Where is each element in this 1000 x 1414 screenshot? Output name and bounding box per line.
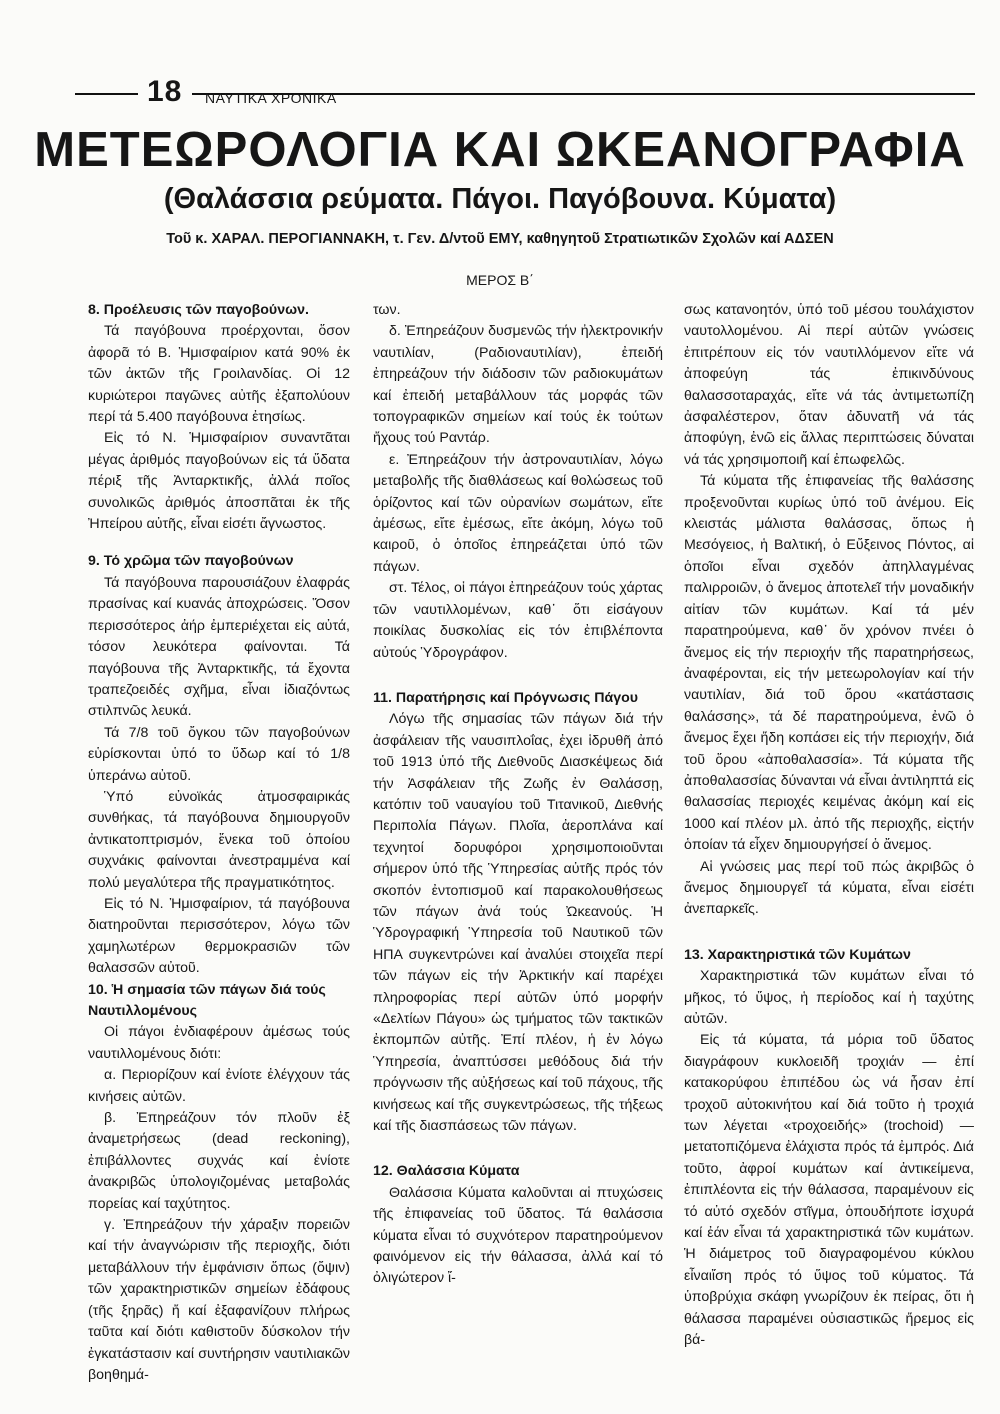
section-9-heading: 9. Τό χρῶμα τῶν παγοβούνων [88,553,294,570]
paragraph: Χαρακτηριστικά τῶν κυμάτων εἶναι τό μῆκος, τό ὕψος, ἡ περίοδος καί ἡ ταχύτης αὐτῶν. [684,968,974,1027]
paragraph: Οἱ πάγοι ἐνδιαφέρουν ἀμέσως τούς ναυτιλλομένους διότι: [88,1024,350,1062]
paragraph: Θαλάσσια Κύματα καλοῦνται αἱ πτυχώσεις τῆς ἐπιφανείας τοῦ ὕδατος. Τά θαλάσσια κύματα εἶναι τό συχνότερον παρατηρούμενον φαινόμενον εἰς τήν θάλασσα, ἀλλά καί τό ὀλιγώτερον ἴ- [373,1184,663,1287]
list-item: ε. Ἐπηρεάζουν τήν ἀστροναυτιλίαν, λόγω μεταβολῆς τῆς διαθλάσεως καί θολώσεως τοῦ ὁρίζοντος καί τῶν οὐρανίων σωμάτων, εἴτε ἀμέσως, εἴτε ἐμέσως, εἴτε ἀκόμη, λόγω τοῦ καιροῦ, ὁ ὁποῖος ἐπηρεάζεται ὑπό τῶν πάγων. [373,451,663,575]
publication-name: ΝΑΥΤΙΚΑ ΧΡΟΝΙΚΑ [205,90,337,106]
paragraph: των. [373,302,401,318]
section-13-heading: 13. Χαρακτηριστικά τῶν Κυμάτων [684,946,911,963]
paragraph: Τά κύματα τῆς ἐπιφανείας τῆς θαλάσσης προξενοῦνται κυρίως ὑπό τοῦ ἀνέμου. Εἰς κλειστάς μάλιστα θαλάσσας, ὅπως ἡ Μεσόγειος, ἡ Βαλτική, ὁ Εὔξεινος Πόντος, αἱ ὁποῖοι εἶναι σχεδόν ἀπηλλαγμένας παλιρροιῶν, ὁ ἄνεμος ἀποτελεῖ τήν μοναδικήν αἰτίαν τῶν κυμάτων. Καί τά μέν παρατηρούμενα, καθ᾿ ὅν χρόνον πνέει ὁ ἄνεμος εἰς τήν περιοχήν τῆς παρατηρήσεως, ἀναφέρονται, εἰς τήν μετεωρολογίαν καί τήν ναυτιλίαν, διά τοῦ ὅρου «κατάστασις θαλάσσης», τά δέ παρατηρούμενα, ἐνῶ ὁ ἄνεμος ἔχει ἤδη κοπάσει εἰς τήν περιοχήν, διά τοῦ ὅρου «ἀποθαλασσία». Τά κύματα τῆς ἀποθαλασσίας δύνανται νά εἶναι ἀντιληπτά εἰς θαλασσίας περιοχές κειμένας ἀκόμη καί εἰς 1000 καί πλέον μλ. ἀπό τῆς περιοχῆς, εἰςτήν ὁποίαν τά εἶχεν δημιουργήσεί ὁ ἄνεμος. [684,473,974,854]
list-item: δ. Ἐπηρεάζουν δυσμενῶς τήν ἠλεκτρονικήν ναυτιλίαν, (Ραδιοναυτιλίαν), ἐπειδή ἐπηρεάζουν τήν διάδοσιν τῶν ραδιοκυμάτων καί ἐπειδή μεταβάλλουν τάς μορφάς τῶν τοπογραφικῶν σημείων καί τούς ἐκ τούτων ἤχους τού Ραντάρ. [373,323,663,447]
paragraph: Αἱ γνώσεις μας περί τοῦ πώς ἀκριβῶς ὁ ἄνεμος δημιουργεῖ τά κύματα, εἶναι εἰσέτι ἀνεπαρκεῖς. [684,858,974,918]
column-3 [684,300,974,1352]
list-item: γ. Ἐπηρεάζουν τήν χάραξιν πορειῶν καί τήν ἀναγνώρισιν τῆς περιοχῆς, διότι μεταβάλλουν τήν ἐμφάνισιν ὅπως (ὄψιν) τῶν χαρακτηριστικῶν σημείων ἐδάφους (τῆς ξηρᾶς) ἤ καί ἐξαφανίζουν πλήρως ταῦτα καί διότι καθιστοῦν δύσκολον τήν ἐγκατάστασιν καί συντήρησιν ναυτιλιακῶν βοηθημά- [88,1217,350,1383]
section-10-heading: 10. Ἡ σημασία τῶν πάγων διά τούς Ναυτιλλομένους [88,981,326,1019]
paragraph: σως κατανοητόν, ὑπό τοῦ μέσου τουλάχιστον ναυτολλομένου. Αἱ περί αὐτῶν γνώσεις ἐπιτρέπουν εἰς τόν ναυτιλλόμενον εἴτε νά ἀποφεύγη τάς ἐπικινδύνους θαλασσοταραχάς, εἴτε νά τάς ἀντιμετωπίζη ἀσφαλέστερον, ὅταν ἀδυνατῆ νά τάς ἀποφύγη, ἐνῶ εἰς ἄλλας περιπτώσεις δύναται νά τάς χρησιμοποιῆ καί ἐπωφελῶς. [684,302,974,468]
paragraph: Τά παγόβουνα παρουσιάζουν ἐλαφράς πρασίνας καί κυανάς ἀποχρώσεις. Ὅσον περισσότερος ἀήρ ἐμπεριέχεται εἰς αὐτά, τόσον λευκότερα φαίνονται. Τά παγόβουνα τῆς Ἀνταρκτικῆς, τά ἔχοντα τραπεζοειδές σχῆμα, εἶναι ἰδιαζόντως στιλπνῶς λευκά. [88,574,350,720]
section-12-heading: 12. Θαλάσσια Κύματα [373,1163,520,1180]
paragraph: Λόγω τῆς σημασίας τῶν πάγων διά τήν ἀσφάλειαν τῆς ναυσιπλοΐας, ἐχει ἱδρυθῆ ἀπό τοῦ 1913 ὑπό τῆς Διεθνοῦς Διασκέψεως διά τήν Ἀσφάλειαν τῆς Ζωῆς ἐν Θαλάσσῃ, κατόπιν τοῦ ναυαγίου τοῦ Τιτανικοῦ, Διεθνής Περιπολία Πάγων. Πλοῖα, ἀεροπλάνα καί τεχνητοί δορυφόροι χρησιμοποιοῦνται σήμερον ὑπό τῆς Ὑπηρεσίας αὐτῆς πρός τόν σκοπόν ἐντοπισμοῦ καί παρακολουθήσεως τῶν πάγων ἀνά τούς Ὠκεανούς. Ἡ Ὑδρογραφική Ὑπηρεσία τοῦ Ναυτικοῦ τῶν ΗΠΑ συγκεντρώνει καί ἀναλύει στοιχεῖα περί τῶν πάγων εἰς τήν Ἀρκτικήν καί παρέχει πληροφορίας περί αὐτῶν ὑπό μορφήν «Δελτίων Πάγου» ὡς τμήματος τῶν τακτικῶν ἐκπομπῶν αὐτῆς. Ἐπί πλέον, ἡ ἐν λόγω Ὑπηρεσία, ἀναπτύσσει μεθόδους διά τήν πρόγνωσιν τῆς αὐξήσεως καί τοῦ πάχους, τῆς κινήσεως καί τῆς συγκεντρώσεως, τῆς τήξεως καί τῆς διασπάσεως τῶν πάγων. [373,711,663,1135]
author-line: Τοῦ κ. ΧΑΡΑΛ. ΠΕΡΟΓΙΑΝΝΑΚΗ, τ. Γεν. Δ/ντοῦ ΕΜΥ, καθηγητοῦ Στρατιωτικῶν Σχολῶν καί ΑΔΣΕΝ [166,231,834,247]
paragraph: Εἰς τά κύματα, τά μόρια τοῦ ὕδατος διαγράφουν κυκλοειδῆ τροχιάν — ἐπί κατακορύφου ἐπιπέδου ὡς νά ἦσαν ἐπί τροχοῦ αὐτοκινήτου καί διά τοῦτο ἡ τροχιά των λέγεται «τροχοειδής» (trochoid) — μετατοπιζόμενα ἐλάχιστα πρός τά ἐμπρός. Διά τοῦτο, ἀφροί κυμάτων καί ἀντικείμενα, ἐπιπλέοντα εἰς τήν θάλασσα, παραμένουν εἰς τό αὐτό σχεδόν στῖγμα, ὁπουδήποτε ἰσχυρά καί ἐάν εἶναι τά χαρακτηριστικά τῶν κυμάτων. Ἡ διάμετρος τοῦ διαγραφομένου κύκλου εἶναιἴση πρός τό ὕψος τοῦ κύματος. Τά ὑποβρύχια σκάφη γνωρίζουν ἐκ πείρας, ὅτι ἡ θάλασσα παραμένει οὐσιαστικῶς ἤρεμος εἰς βά- [684,1032,974,1349]
paragraph: Τά 7/8 τοῦ ὄγκου τῶν παγοβούνων εὑρίσκονται ὑπό το ὕδωρ καί τό 1/8 ὑπεράνω αὐτοῦ. [88,724,350,784]
article-title: ΜΕΤΕΩΡΟΛΟΓΙΑ ΚΑΙ ΩΚΕΑΝΟΓΡΑΦΙΑ [34,123,966,177]
article-subtitle: (Θαλάσσια ρεύματα. Πάγοι. Παγόβουνα. Κύματα) [163,183,837,215]
paragraph: Εἰς τό Ν. Ἡμισφαίριον, τά παγόβουνα διατηροῦνται περισσότερον, λόγω τῶν χαμηλωτέρων θερμοκρασιῶν τῶν θαλασσῶν αὐτοῦ. [88,895,350,977]
paragraph: Ὑπό εὐνοϊκάς ἀτμοσφαιρικάς συνθήκας, τά παγόβουνα δημιουργοῦν ἀντικατοπτρισμόν, ἕνεκα τοῦ ὁποίου συχνάκις φαίνονται ἀνεστραμμένα καί πολύ μεγαλύτερα τῆς πραγματικότητος. [88,788,350,891]
section-11-heading: 11. Παρατήρησις καί Πρόγνωσις Πάγου [373,689,639,706]
page-number: 18 [147,75,183,108]
paragraph: Εἰς τό Ν. Ἡμισφαίριον συναντᾶται μέγας ἀριθμός παγοβούνων εἰς τά ὕδατα πέριξ τῆς Ἀνταρκτικῆς, ἀλλά ποῖος συνολικῶς ἀριθμός ἀποσπᾶται ἐκ τῆς Ἠπείρου αὐτῆς, εἶναι εἰσέτι ἄγνωστος. [88,430,350,533]
column-1 [88,300,350,1386]
paragraph: Τά παγόβουνα προέρχονται, ὅσον ἀφορᾶ τό Β. Ἡμισφαίριον κατά 90% ἐκ τῶν ἀκτῶν τῆς Γροιλανδίας. Οἱ 12 κυριώτεροι παγῶνες αὐτῆς ἐξαπολύουν περί τά 5.400 παγόβουνα ἐτησίως. [88,323,350,426]
section-8-heading: 8. Προέλευσις τῶν παγοβούνων. [88,302,309,318]
part-label: ΜΕΡΟΣ Β΄ [466,272,534,288]
column-2 [373,300,663,1290]
list-item: α. Περιορίζουν καί ἐνίοτε ἐλέγχουν τάς κινήσεις αὐτῶν. [88,1067,350,1105]
list-item: στ. Τέλος, οἱ πάγοι ἐπηρεάζουν τούς χάρτας τῶν ναυτιλλομένων, καθ᾿ ὅτι εἰσάγουν ποικίλας δυσκολίας εἰς τόν ἐπιβλέποντα αὐτούς Ὑδρογράφον. [373,580,663,661]
list-item: β. Ἐπηρεάζουν τόν πλοῦν ἐξ ἀναμετρήσεως (dead reckoning), ἐπιβάλλοντες συχνάς καί ἐνίοτε ἀνακριβῶς ὑπολογιζομένας μεταβολάς πορείας καί ταχύτητος. [88,1110,350,1212]
header-rule-left [75,93,138,95]
